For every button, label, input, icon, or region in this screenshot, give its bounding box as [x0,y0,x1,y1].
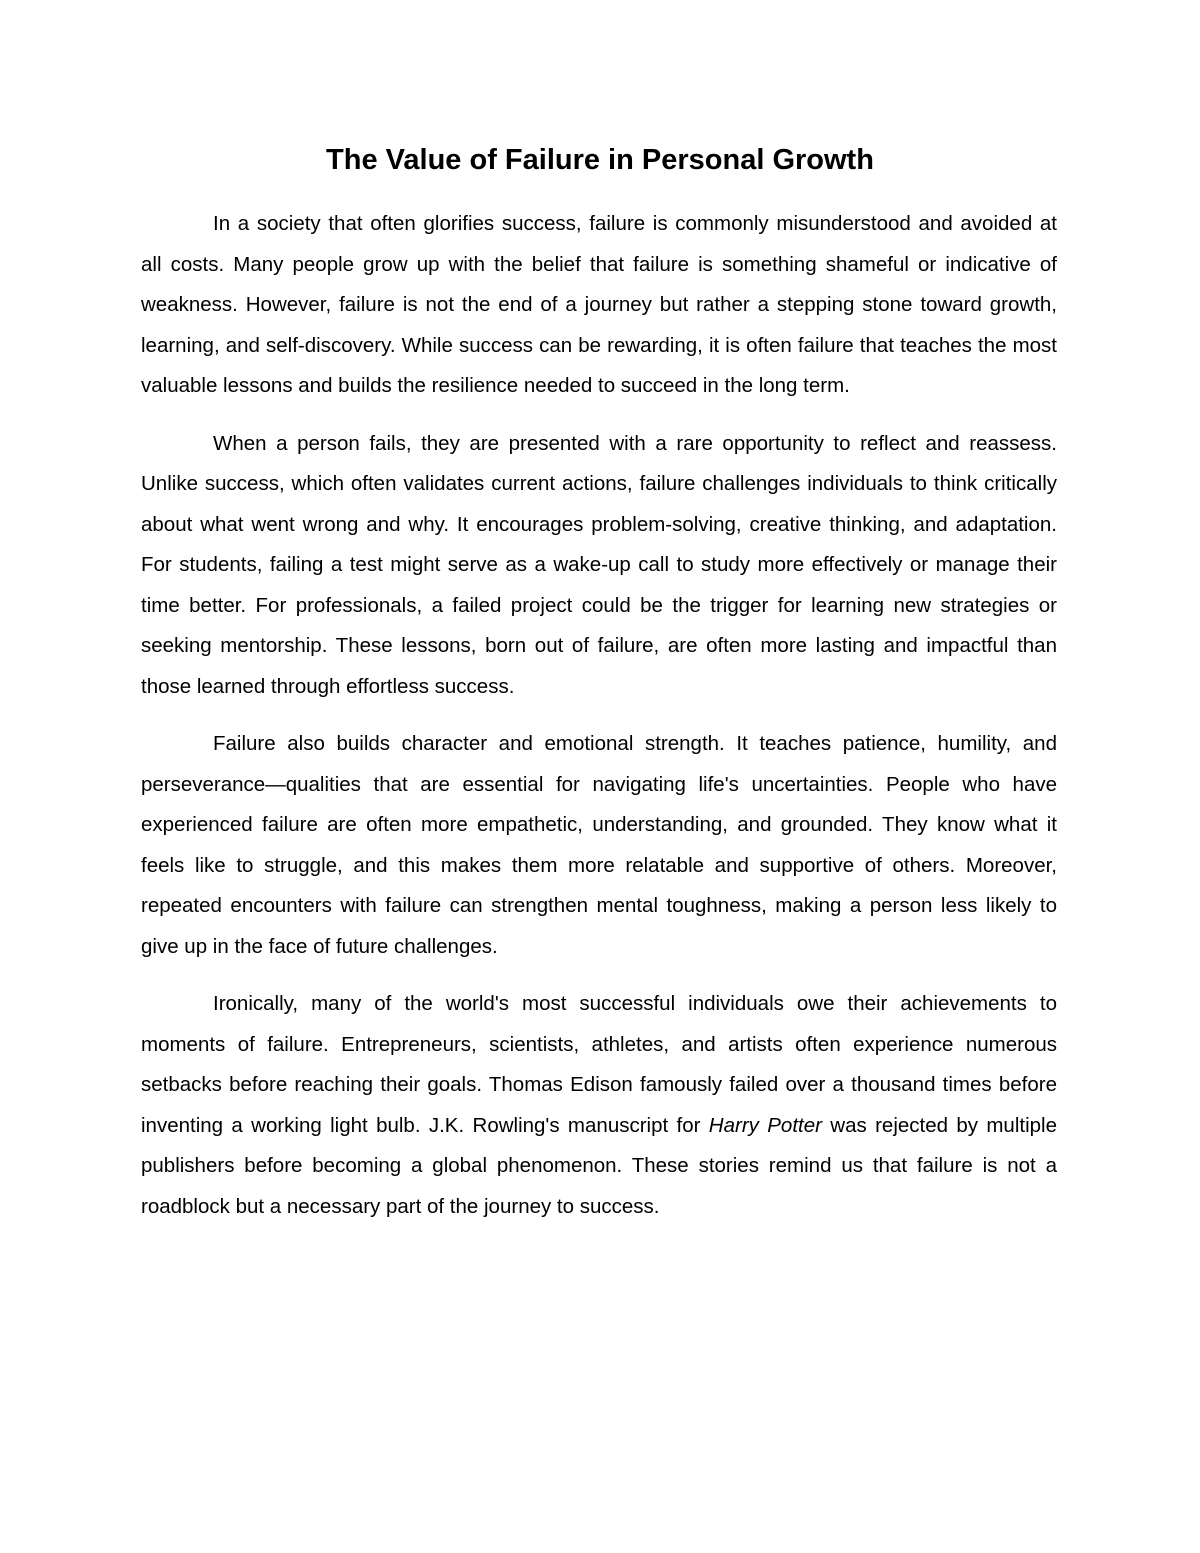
paragraph-1: In a society that often glorifies success, failure is commonly misunderstood and avoided at all costs. Many people grow up with the belief that failure is something shameful or indicative of weakness. However, failure is not the end of a journey but rather a stepping stone toward growth, learning, and self-discovery. While success can be rewarding, it is often failure that teaches the most valuable lessons and builds the resilience needed to succeed in the long term. [141,212,1057,397]
document-body [141,204,1057,1244]
book-title-italic: Harry Potter [708,1113,822,1137]
paragraph-4-text-before: Ironically, many of the world's most successful individuals owe their achievements to moments of failure. Entrepreneurs, scientists, athletes, and artists often experience numerous setbacks before reaching their goals. Thomas Edison famously failed over a thousand times before inventing a working light bulb. J.K. Rowling's manuscript for [141,992,1057,1137]
paragraph-4 [141,984,1057,1227]
document-title: The Value of Failure in Personal Growth [326,144,874,176]
paragraph-4-text-after: was rejected by multiple publishers before becoming a global phenomenon. These stories remind us that failure is not a roadblock but a necessary part of the journey to success. [141,1113,1057,1218]
paragraph-3: Failure also builds character and emotional strength. It teaches patience, humility, and perseverance—qualities that are essential for navigating life's uncertainties. People who have experienced failure are often more empathetic, understanding, and grounded. They know what it feels like to struggle, and this makes them more relatable and supportive of others. Moreover, repeated encounters with failure can strengthen mental toughness, making a person less likely to give up in the face of future challenges. [141,732,1057,958]
paragraph-2: When a person fails, they are presented with a rare opportunity to reflect and reassess. Unlike success, which often validates current actions, failure challenges individuals to think critically about what went wrong and why. It encourages problem-solving, creative thinking, and adaptation. For students, failing a test might serve as a wake-up call to study more effectively or manage their time better. For professionals, a failed project could be the trigger for learning new strategies or seeking mentorship. These lessons, born out of failure, are often more lasting and impactful than those learned through effortless success. [141,431,1057,698]
